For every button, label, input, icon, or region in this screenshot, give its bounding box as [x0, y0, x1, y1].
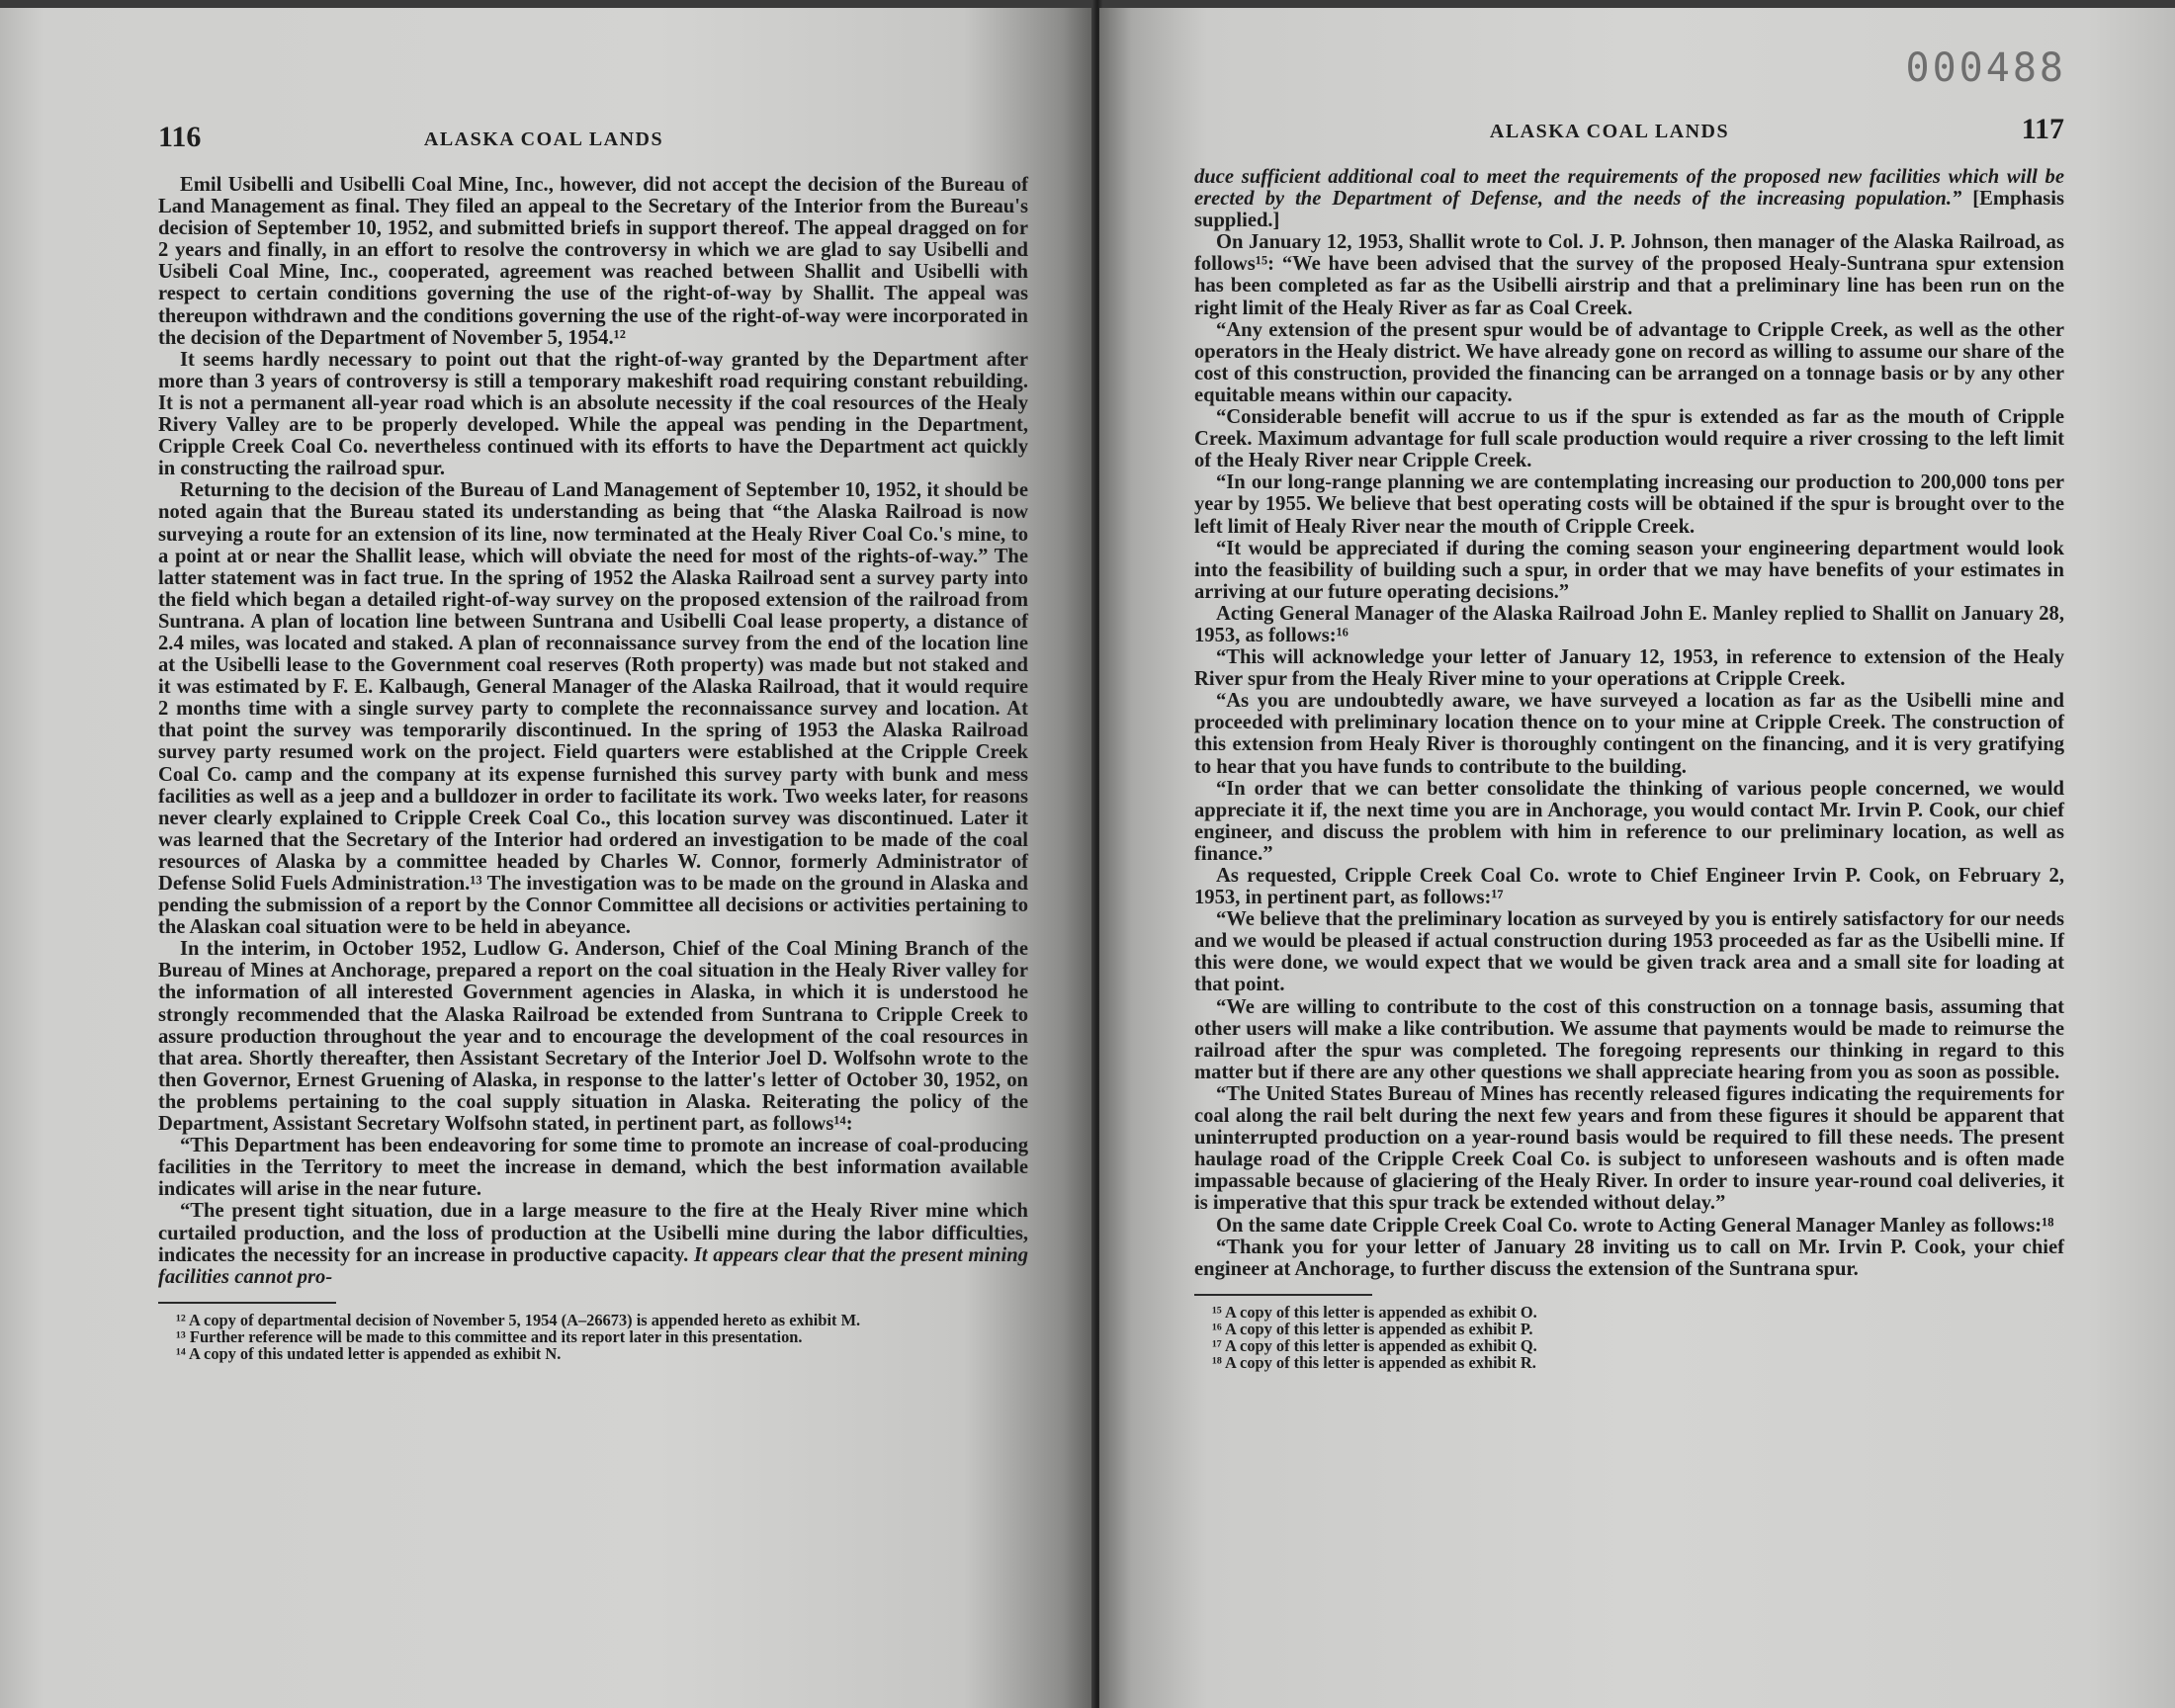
left-quote-paragraph [158, 1200, 1028, 1287]
left-paragraph: In the interim, in October 1952, Ludlow G. Anderson, Chief of the Coal Mining Branch of the Bureau of Mines at Anchorage, prepared a report on the coal situation in the Healy River valley for the information of all interested Government agencies in Alaska, in which it is understood he strongly recommended that the Alaska Railroad be extended from Suntrana to Cripple Creek to assure production throughout the year and to encourage the development of the coal resources in that area. Shortly thereafter, then Assistant Secretary of the Interior Joel D. Wolfsohn wrote to the then Governor, Ernest Gruening of Alaska, in response to the latter's letter of October 30, 1952, on the problems pertaining to the coal supply situation in Alaska. Reiterating the policy of the Department, Assistant Secretary Wolfsohn stated, in pertinent part, as follows¹⁴: [158, 938, 1028, 1136]
right-paragraph: On January 12, 1953, Shallit wrote to Col. J. P. Johnson, then manager of the Alaska Railroad, as follows¹⁵: “We have been advised that the survey of the proposed Healy-Suntrana spur extension has been completed as far as the Usibelli airstrip and that a preliminary line has been run on the right limit of the Healy River as far as Coal Creek. [1194, 231, 2064, 319]
document-number-stamp: 000488 [1905, 45, 2066, 91]
right-paragraph: “This will acknowledge your letter of January 12, 1953, in reference to extension of the Healy River spur from the Healy River mine to your operations at Cripple Creek. [1194, 646, 2064, 691]
footnote: ¹⁵ A copy of this letter is appended as exhibit O. [1212, 1302, 1537, 1322]
right-emphasis-note: [Emphasis supplied.] [1194, 188, 2064, 232]
right-paragraph: “The United States Bureau of Mines has recently released figures indicating the requirements for coal along the rail belt during the next few years and from these figures it should be apparent that uninterrupted production on a year-round basis would be required to fill these needs. The present haulage road of the Cripple Creek Coal Co. is subject to unforeseen washouts and is often made impassable because of glaciering of the Healy River. In order to insure year-round coal deliveries, it is imperative that this spur track be extended without delay.” [1194, 1082, 2064, 1215]
left-running-title: ALASKA COAL LANDS [423, 128, 664, 150]
right-paragraph: “Any extension of the present spur would be of advantage to Cripple Creek, as well as the other operators in the Healy district. We have already gone on record as willing to assume our share of the cost of this construction, provided the financing can be arranged on a tonnage basis or by any other equitable means within our capacity. [1194, 318, 2064, 406]
right-paragraph: On the same date Cripple Creek Coal Co. wrote to Acting General Manager Manley as follows:¹⁸ [1216, 1214, 2054, 1237]
right-paragraph: “In order that we can better consolidate the thinking of various people concerned, we would appreciate it if, the next time you are in Anchorage, you would contact Mr. Irvin P. Cook, our chief engineer, and discuss the problem with him in reference to our preliminary location, as well as finance.” [1194, 777, 2064, 865]
right-page [1099, 8, 2175, 1708]
footnote-rule [158, 1302, 336, 1304]
right-paragraph: “Considerable benefit will accrue to us if the spur is extended as far as the mouth of Cripple Creek. Maximum advantage for full scale production would require a river crossing to the left limit of the Healy River near Cripple Creek. [1194, 406, 2064, 472]
right-paragraph: “In our long-range planning we are contemplating increasing our production to 200,000 tons per year by 1955. We believe that best operating costs will be obtained if the spur is brought over to the left limit of Healy River near the mouth of Cripple Creek. [1194, 471, 2064, 538]
footnote: ¹² A copy of departmental decision of November 5, 1954 (A–26673) is appended hereto as exhibit M. [176, 1310, 861, 1329]
right-page-number: 117 [2021, 113, 2064, 145]
left-quote-text: “The present tight situation, due in a large measure to the fire at the Healy River mine which curtailed production, and the loss of production at the Usibelli mine during the labor difficulties, indicates the necessity for an increase in productive capacity. [158, 1200, 1028, 1266]
footnote: ¹⁶ A copy of this letter is appended as exhibit P. [1212, 1319, 1533, 1338]
right-emphasis-text: duce sufficient additional coal to meet the requirements of the proposed new facilities which will be erected by the Department of Defense, and the needs of the increasing population.” [1194, 166, 2064, 211]
left-page-number: 116 [158, 121, 202, 153]
right-paragraph: “We are willing to contribute to the cost of this construction on a tonnage basis, assuming that other users will make a like contribution. We assume that payments would be made to reimurse the railroad after the spur was completed. The foregoing represents our thinking in regard to this matter but if there are any other questions we shall appreciate hearing from you as soon as possible. [1194, 995, 2064, 1083]
left-footnotes [158, 1312, 1028, 1362]
left-paragraph: Emil Usibelli and Usibelli Coal Mine, Inc., however, did not accept the decision of the Bureau of Land Management as final. They filed an appeal to the Secretary of the Interior from the Bureau's decision of September 10, 1952, and submitted briefs in support thereof. The appeal dragged on for 2 years and finally, in an effort to resolve the controversy in which we are glad to say Usibelli and Usibeli Coal Mine, Inc., cooperated, agreement was reached between Shallit and Usibelli with respect to certain conditions governing the use of the right-of-way by Shallit. The appeal was thereupon withdrawn and the conditions governing the use of the right-of-way were incorporated in the decision of the Department of November 5, 1954.¹² [158, 174, 1028, 349]
right-body-text [1194, 166, 2064, 1280]
footnote: ¹³ Further reference will be made to this committee and its report later in this presentation. [176, 1326, 803, 1346]
left-emphasis-text: It appears clear that the present mining facilities cannot pro- [158, 1243, 1028, 1288]
left-body-text [158, 174, 1028, 1288]
left-paragraph: Returning to the decision of the Bureau of Land Management of September 10, 1952, it should be noted again that the Bureau stated its understanding as being that “the Alaska Railroad is now surveying a route for an extension of its line, now terminated at the Healy River Coal Co.'s mine, to a point at or near the Shallit lease, which will obviate the need for most of the rights-of-way.” The latter statement was in fact true. In the spring of 1952 the Alaska Railroad sent a survey party into the field which began a detailed right-of-way survey on the proposed extension of the railroad from Suntrana. A plan of location line between Suntrana and Usibelli Coal lease property, a distance of 2.4 miles, was located and staked. A plan of reconnaissance survey from the end of the location line at the Usibelli lease to the Government coal reserves (Roth property) was made but not staked and it was estimated by F. E. Kalbaugh, General Manager of the Alaska Railroad, that it would require 2 months time with a single survey party to complete the reconnaissance survey and location. At that point the survey was temporarily discontinued. In the spring of 1953 the Alaska Railroad survey party resumed work on the project. Field quarters were established at the Cripple Creek Coal Co. camp and the company at its expense furnished this survey party with bunk and mess facilities as well as a jeep and a bulldozer in order to facilitate its work. Two weeks later, for reasons never clearly explained to Cripple Creek Coal Co., this location survey was discontinued. Later it was learned that the Secretary of the Interior had ordered an investigation to be made of the coal resources of Alaska by a committee headed by Charles W. Connor, formerly Administrator of Defense Solid Fuels Administration.¹³ The investigation was to be made on the ground in Alaska and pending the submission of a report by the Connor Committee all decisions or activities pertaining to the Alaskan coal situation were to be held in abeyance. [158, 479, 1028, 939]
right-continued-quote [1194, 166, 2064, 231]
footnote: ¹⁴ A copy of this undated letter is appended as exhibit N. [176, 1343, 562, 1363]
right-paragraph: “We believe that the preliminary location as surveyed by you is entirely satisfactory for our needs and we would be pleased if actual construction during 1953 proceeded as far as the Usibelli mine. If this were done, we would expect that we would be given track area and a small site for loading at that point. [1194, 908, 2064, 996]
right-paragraph: Acting General Manager of the Alaska Railroad John E. Manley replied to Shallit on January 28, 1953, as follows:¹⁶ [1194, 602, 2064, 646]
footnote-rule [1194, 1294, 1372, 1296]
left-page [0, 8, 1095, 1708]
right-paragraph: “It would be appreciated if during the coming season your engineering department would look into the feasibility of building such a spur, in order that we may have benefits of your estimates in arriving at our future operating decisions.” [1194, 537, 2064, 603]
right-running-title: ALASKA COAL LANDS [1489, 121, 1730, 142]
footnote: ¹⁷ A copy of this letter is appended as exhibit Q. [1212, 1335, 1537, 1355]
right-running-head [1194, 113, 2064, 166]
left-quote-paragraph: “This Department has been endeavoring for some time to promote an increase of coal-producing facilities in the Territory to meet the increase in demand, which the best information available indicates will arise in the near future. [158, 1135, 1028, 1201]
left-paragraph: It seems hardly necessary to point out that the right-of-way granted by the Department after more than 3 years of controversy is still a temporary makeshift road requiring constant rebuilding. It is not a permanent all-year road which is an absolute necessity if the coal resources of the Healy Rivery Valley are to be properly developed. While the appeal was pending in the Department, Cripple Creek Coal Co. nevertheless continued with its efforts to have the Department act quickly in constructing the railroad spur. [158, 348, 1028, 480]
left-running-head [158, 121, 1028, 174]
footnote: ¹⁸ A copy of this letter is appended as exhibit R. [1212, 1352, 1536, 1372]
right-footnotes [1194, 1304, 2064, 1371]
right-paragraph: As requested, Cripple Creek Coal Co. wrote to Chief Engineer Irvin P. Cook, on February 2, 1953, in pertinent part, as follows:¹⁷ [1194, 865, 2064, 909]
right-paragraph: “Thank you for your letter of January 28 inviting us to call on Mr. Irvin P. Cook, your chief engineer at Anchorage, to further discuss the extension of the Suntrana spur. [1194, 1236, 2064, 1280]
right-paragraph: “As you are undoubtedly aware, we have surveyed a location as far as the Usibelli mine and proceeded with preliminary location thence on to your mine at Cripple Creek. The construction of this extension from Healy River is thoroughly contingent on the financing, and it is very gratifying to hear that you have funds to contribute to the building. [1194, 690, 2064, 778]
